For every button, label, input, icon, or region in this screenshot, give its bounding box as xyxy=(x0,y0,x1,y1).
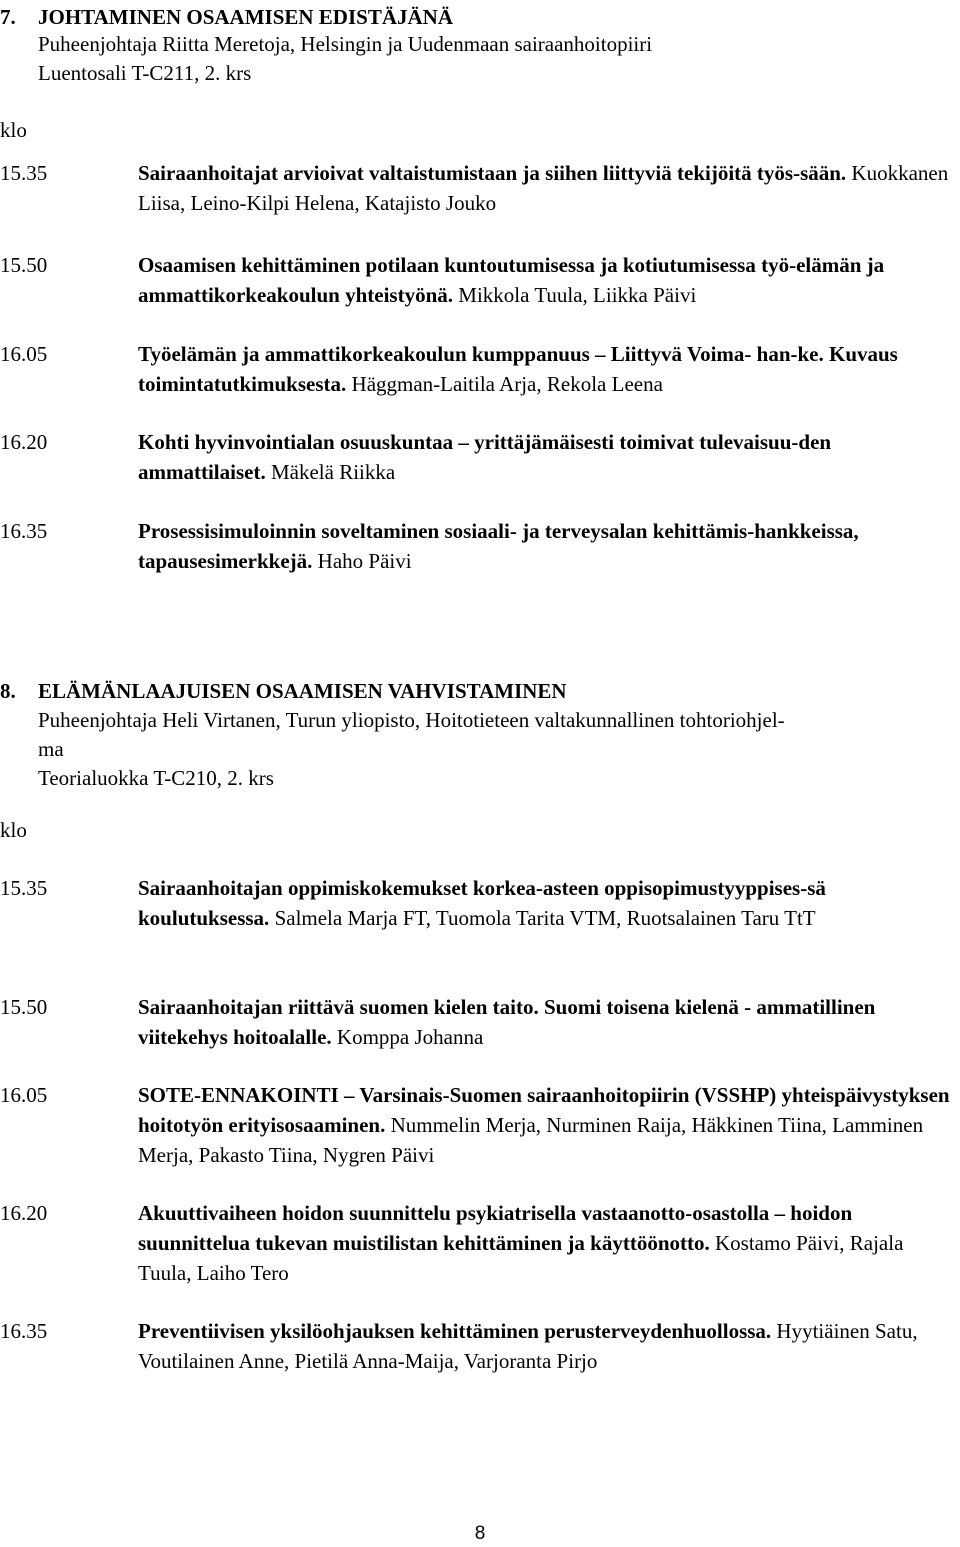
section-title: JOHTAMINEN OSAAMISEN EDISTÄJÄNÄ xyxy=(38,5,453,29)
session-room: Teorialuokka T-C210, 2. krs xyxy=(38,766,274,790)
item-authors: Kuokkanen Liisa, Leino-Kilpi Helena, Katajisto Jouko xyxy=(138,161,949,215)
section-number: 8. xyxy=(0,679,16,703)
item-time: 15.35 xyxy=(0,876,48,900)
item-time: 16.05 xyxy=(0,1083,48,1107)
item-authors: Komppa Johanna xyxy=(336,1025,484,1049)
item-body xyxy=(138,250,960,310)
item-body xyxy=(138,1316,960,1376)
time-header: klo xyxy=(0,118,27,142)
item-body xyxy=(138,1198,960,1288)
item-title: Sairaanhoitajan riittävä suomen kielen taito. Suomi toisena kielenä - ammatillinen viitekehys hoitoalalle. xyxy=(138,995,876,1049)
item-body xyxy=(138,873,960,933)
item-authors: Häggman-Laitila Arja, Rekola Leena xyxy=(351,372,663,396)
item-body xyxy=(138,992,960,1052)
item-authors: Mikkola Tuula, Liikka Päivi xyxy=(458,283,697,307)
item-authors: Mäkelä Riikka xyxy=(270,460,396,484)
session-room: Luentosali T-C211, 2. krs xyxy=(38,61,252,85)
item-title: Sairaanhoitajat arvioivat valtaistumistaan ja siihen liittyviä tekijöitä työs-sään. xyxy=(138,161,847,185)
item-title: Akuuttivaiheen hoidon suunnittelu psykiatrisella vastaanotto-osastolla – hoidon suunnittelua tukevan muistilistan kehittäminen ja käyttöönotto. xyxy=(138,1201,853,1255)
session-chair-continued: ma xyxy=(38,737,64,761)
item-title: Kohti hyvinvointialan osuuskuntaa – yrittäjämäisesti toimivat tulevaisuu-den ammattilaiset. xyxy=(138,430,832,484)
item-time: 16.05 xyxy=(0,342,48,366)
session-chair: Puheenjohtaja Heli Virtanen, Turun yliopisto, Hoitotieteen valtakunnallinen tohtoriohjel- xyxy=(38,708,785,732)
section-title: ELÄMÄNLAAJUISEN OSAAMISEN VAHVISTAMINEN xyxy=(38,679,567,703)
item-time: 16.20 xyxy=(0,1201,48,1225)
item-body xyxy=(138,427,960,487)
item-body xyxy=(138,158,960,218)
item-time: 16.35 xyxy=(0,519,48,543)
item-body xyxy=(138,1080,960,1170)
item-authors: Salmela Marja FT, Tuomola Tarita VTM, Ruotsalainen Taru TtT xyxy=(274,906,816,930)
item-body xyxy=(138,339,960,399)
item-body xyxy=(138,516,960,576)
page-number: 8 xyxy=(474,1523,486,1544)
section-number: 7. xyxy=(0,5,16,29)
item-title: SOTE-ENNAKOINTI – Varsinais-Suomen sairaanhoitopiirin (VSSHP) yhteispäivystyksen hoitotyön erityisosaaminen. xyxy=(138,1083,950,1137)
item-time: 16.20 xyxy=(0,430,48,454)
item-authors: Haho Päivi xyxy=(317,549,412,573)
item-authors: Kostamo Päivi, Rajala Tuula, Laiho Tero xyxy=(138,1231,904,1285)
item-title: Osaamisen kehittäminen potilaan kuntoutumisessa ja kotiutumisessa työ-elämän ja ammattikorkeakoulun yhteistyönä. xyxy=(138,253,885,307)
item-title: Prosessisimuloinnin soveltaminen sosiaali- ja terveysalan kehittämis-hankkeissa, tapausesimerkkejä. xyxy=(138,519,859,573)
item-time: 16.35 xyxy=(0,1319,48,1343)
time-header: klo xyxy=(0,818,27,842)
item-time: 15.35 xyxy=(0,161,48,185)
item-authors: Nummelin Merja, Nurminen Raija, Häkkinen Tiina, Lamminen Merja, Pakasto Tiina, Nygren Päivi xyxy=(138,1113,924,1167)
item-title: Sairaanhoitajan oppimiskokemukset korkea-asteen oppisopimustyyppises-sä koulutuksessa. xyxy=(138,876,826,930)
item-time: 15.50 xyxy=(0,253,48,277)
session-chair: Puheenjohtaja Riitta Meretoja, Helsingin ja Uudenmaan sairaanhoitopiiri xyxy=(38,32,653,56)
item-title: Preventiivisen yksilöohjauksen kehittäminen perusterveydenhuollossa. xyxy=(138,1319,772,1343)
item-authors: Hyytiäinen Satu, Voutilainen Anne, Pietilä Anna-Maija, Varjoranta Pirjo xyxy=(138,1319,918,1373)
item-time: 15.50 xyxy=(0,995,48,1019)
item-title: Työelämän ja ammattikorkeakoulun kumppanuus – Liittyvä Voima- han-ke. Kuvaus toimintatutkimuksesta. xyxy=(138,342,898,396)
